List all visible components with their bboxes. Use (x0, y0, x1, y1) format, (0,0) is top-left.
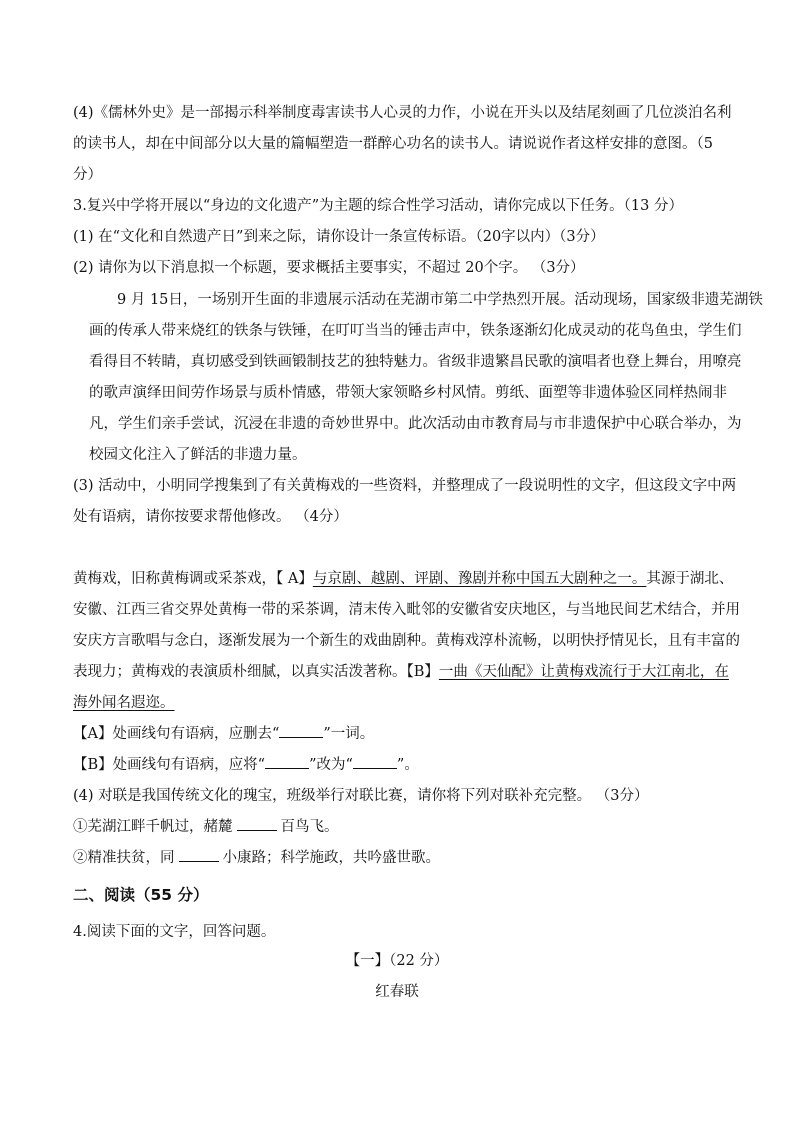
couplet-1-blank[interactable] (237, 818, 277, 831)
q3-sub3-line-1: (3) 活动中，小明同学搜集到了有关黄梅戏的一些资料，并整理成了一段说明性的文字，但这段文字中两 (73, 478, 737, 494)
q3-sub4: (4) 对联是我国传统文化的瑰宝，班级举行对联比赛，请你将下列对联补充完整。 （3分） (73, 788, 649, 804)
q4-prompt: 4.阅读下面的文字，回答问题。 (73, 924, 276, 940)
sentence-a-underlined: 与京剧、越剧、评剧、豫剧并称中国五大剧种之一。 (312, 571, 647, 587)
news-line-6: 校园文化注入了鲜活的非遗力量。 (89, 447, 307, 463)
q3-sub2: (2) 请你为以下消息拟一个标题，要求概括主要事实，不超过 20个字。 （3分） (73, 260, 585, 276)
fix-b (73, 755, 723, 775)
news-line-3: 看得目不转睛，真切感受到铁画锻制技艺的独特魅力。省级非遗繁昌民歌的演唱者也登上舞台，用嘹亮 (89, 354, 742, 370)
news-line-1: 9 月 15日，一场别开生面的非遗展示活动在芜湖市第二中学热烈开展。活动现场，国家级非遗芜湖铁 (117, 292, 763, 308)
sentence-b-underlined-cont: 海外闻名遐迩。 (73, 695, 175, 711)
couplet-1-text: ①芜湖江畔千帆过，赭麓 (73, 819, 233, 835)
section-2-heading: 二、阅读（55 分） (73, 886, 209, 904)
passage-line-4-text: 表现力；黄梅戏的表演质朴细腻，以真实活泼著称。【B】 (73, 664, 439, 680)
couplet-1 (73, 817, 723, 837)
passage-line-1-tail: 其源于湖北、 (646, 571, 734, 587)
fix-b-tail: ”。 (396, 757, 419, 773)
news-line-2: 画的传承人带来烧红的铁条与铁锤，在叮叮当当的锤击声中，铁条逐渐幻化成灵动的花鸟鱼虫，学生们 (89, 323, 742, 339)
news-line-5: 凡，学生们亲手尝试，沉浸在非遗的奇妙世界中。此次活动由市教育局与市非遗保护中心联合举办，为 (89, 416, 742, 432)
fix-b-blank-1[interactable] (265, 756, 309, 769)
q2-4-line-2: 的读书人，却在中间部分以大量的篇幅塑造一群醉心功名的读书人。请说说作者这样安排的意图。（5 (73, 136, 713, 152)
fix-b-prompt: 【B】处画线句有语病，应将“ (73, 757, 266, 773)
passage-line-1-text: 黄梅戏，旧称黄梅调或采茶戏，【 A】 (73, 571, 313, 587)
passage-line-2: 安徽、江西三省交界处黄梅一带的采茶调，清末传入毗邻的安徽省安庆地区，与当地民间艺术结合，并用 (73, 602, 740, 618)
couplet-2-tail: 小康路；科学施政，共吟盛世歌。 (222, 850, 440, 866)
q2-4-line-3: 分） (73, 167, 102, 183)
q3-title: 3.复兴中学将开展以“身边的文化遗产”为主题的综合性学习活动，请你完成以下任务。（13 分） (73, 198, 683, 214)
fix-a (73, 724, 723, 744)
couplet-2 (73, 848, 723, 868)
fix-a-blank[interactable] (279, 725, 323, 738)
q3-sub1: (1) 在“文化和自然遗产日”到来之际，请你设计一条宣传标语。（20字以内）（3分） (73, 229, 605, 245)
fix-b-mid: ”改为“ (309, 757, 353, 773)
passage-line-4 (73, 662, 729, 682)
sentence-b-underlined: 一曲《天仙配》让黄梅戏流行于大江南北，在 (438, 664, 729, 680)
passage-line-1 (73, 569, 734, 589)
q2-4-line-1: (4)《儒林外史》是一部揭示科举制度毒害读书人心灵的力作，小说在开头以及结尾刻画了几位淡泊名利 (73, 105, 732, 121)
fix-a-prompt: 【A】处画线句有语病，应删去“ (73, 726, 280, 742)
article-title: 红春联 (375, 984, 419, 1000)
passage-line-5 (73, 693, 723, 713)
fix-b-blank-2[interactable] (353, 756, 397, 769)
couplet-2-blank[interactable] (179, 849, 219, 862)
news-line-4: 的歌声演绎田间劳作场景与质朴情感，带领大家领略乡村风情。剪纸、面塑等非遗体验区同样热闹非 (89, 385, 727, 401)
couplet-1-tail: 百鸟飞。 (280, 819, 339, 835)
passage-line-3: 安庆方言歌唱与念白，逐渐发展为一个新生的戏曲剧种。黄梅戏淳朴流畅，以明快抒情见长，且有丰富的 (73, 633, 740, 649)
couplet-2-text: ②精准扶贫，同 (73, 850, 175, 866)
fix-a-tail: ”一词。 (323, 726, 375, 742)
q3-sub3-line-2: 处有语病，请你按要求帮他修改。 （4分） (73, 509, 348, 525)
part-one-label: 【一】（22 分） (345, 953, 449, 969)
